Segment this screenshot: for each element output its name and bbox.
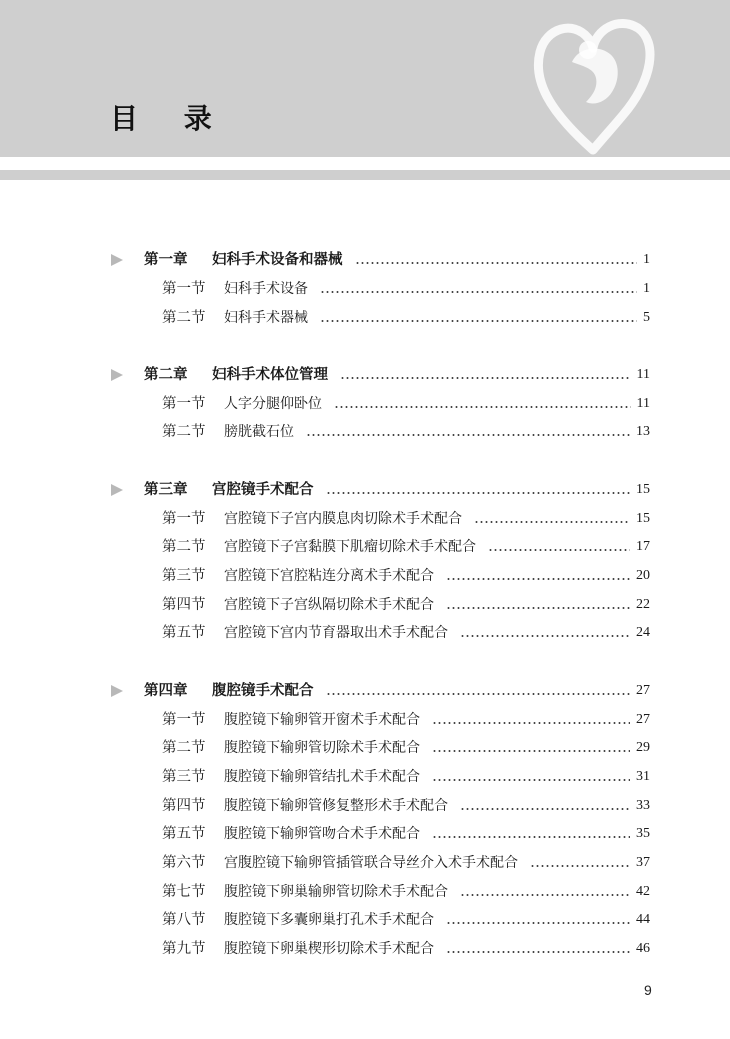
chapter-title: 妇科手术体位管理 — [212, 366, 328, 383]
dot-leader — [446, 937, 630, 961]
toc-section-row[interactable] — [0, 535, 730, 559]
section-title: 腹腔镜下多囊卵巢打孔术手术配合 — [224, 912, 434, 928]
section-title: 腹腔镜下卵巢输卵管切除术手术配合 — [224, 884, 448, 900]
section-number: 第六节 — [162, 855, 206, 871]
toc-chapter-row[interactable] — [0, 478, 730, 502]
page-ref: 46 — [636, 941, 650, 956]
section-title: 宫腔镜下子宫纵隔切除术手术配合 — [224, 597, 434, 613]
toc-section-row[interactable] — [0, 507, 730, 531]
page-ref: 15 — [636, 482, 650, 497]
page-ref: 11 — [636, 367, 650, 382]
page-ref: 13 — [636, 424, 650, 439]
chapter-arrow-icon — [111, 484, 123, 496]
section-title: 宫腔镜下子宫内膜息肉切除术手术配合 — [224, 511, 462, 527]
section-number: 第四节 — [162, 798, 206, 814]
dot-leader — [488, 535, 630, 559]
page-ref: 17 — [636, 539, 650, 554]
page-ref: 1 — [643, 281, 650, 296]
chapter-arrow-icon — [111, 369, 123, 381]
dot-leader — [446, 908, 630, 932]
section-number: 第一节 — [162, 511, 206, 527]
section-number: 第三节 — [162, 769, 206, 785]
chapter-number: 第三章 — [144, 481, 188, 498]
dot-leader — [446, 564, 630, 588]
section-title: 宫腔镜下宫内节育器取出术手术配合 — [224, 625, 448, 641]
toc-section-row[interactable] — [0, 908, 730, 932]
chapter-number: 第一章 — [144, 251, 188, 268]
dot-leader — [334, 392, 631, 416]
section-title: 妇科手术设备 — [224, 281, 308, 297]
toc-section-row[interactable] — [0, 593, 730, 617]
chapter-arrow-icon — [111, 254, 123, 266]
section-number: 第一节 — [162, 712, 206, 728]
toc-section-row[interactable] — [0, 937, 730, 961]
section-title: 腹腔镜下输卵管结扎术手术配合 — [224, 769, 420, 785]
section-number: 第二节 — [162, 539, 206, 555]
section-number: 第五节 — [162, 625, 206, 641]
dot-leader — [432, 736, 630, 760]
toc-chapter-row[interactable] — [0, 363, 730, 387]
dot-leader — [474, 507, 630, 531]
toc-section-row[interactable] — [0, 420, 730, 444]
page-title: 目 录 — [110, 102, 230, 135]
dot-leader — [320, 277, 637, 301]
page-ref: 33 — [636, 798, 650, 813]
section-title: 腹腔镜下输卵管修复整形术手术配合 — [224, 798, 448, 814]
toc-section-row[interactable] — [0, 708, 730, 732]
page-number: 9 — [644, 982, 652, 998]
section-title: 人字分腿仰卧位 — [224, 396, 322, 412]
page-ref: 24 — [636, 625, 650, 640]
dot-leader — [432, 765, 630, 789]
page-ref: 35 — [636, 826, 650, 841]
toc-section-row[interactable] — [0, 880, 730, 904]
page-ref: 44 — [636, 912, 650, 927]
page-ref: 31 — [636, 769, 650, 784]
page-ref: 37 — [636, 855, 650, 870]
toc-section-row[interactable] — [0, 794, 730, 818]
section-number: 第七节 — [162, 884, 206, 900]
chapter-title: 宫腔镜手术配合 — [212, 481, 314, 498]
chapter-arrow-icon — [111, 685, 123, 697]
section-number: 第一节 — [162, 281, 206, 297]
section-number: 第二节 — [162, 740, 206, 756]
page-ref: 5 — [643, 310, 650, 325]
toc-section-row[interactable] — [0, 306, 730, 330]
section-title: 腹腔镜下输卵管切除术手术配合 — [224, 740, 420, 756]
dot-leader — [355, 248, 637, 272]
chapter-title: 妇科手术设备和器械 — [212, 251, 343, 268]
dot-leader — [460, 880, 630, 904]
page-ref: 20 — [636, 568, 650, 583]
toc-section-row[interactable] — [0, 277, 730, 301]
section-number: 第四节 — [162, 597, 206, 613]
section-title: 腹腔镜下输卵管开窗术手术配合 — [224, 712, 420, 728]
page-ref: 15 — [636, 511, 650, 526]
section-number: 第二节 — [162, 424, 206, 440]
toc-chapter-row[interactable] — [0, 248, 730, 272]
page-ref: 1 — [643, 252, 650, 267]
section-title: 妇科手术器械 — [224, 310, 308, 326]
section-title: 宫腔镜下子宫黏膜下肌瘤切除术手术配合 — [224, 539, 476, 555]
section-title: 腹腔镜下卵巢楔形切除术手术配合 — [224, 941, 434, 957]
toc-section-row[interactable] — [0, 851, 730, 875]
dot-leader — [530, 851, 630, 875]
toc-chapter-row[interactable] — [0, 679, 730, 703]
section-number: 第三节 — [162, 568, 206, 584]
page-ref: 42 — [636, 884, 650, 899]
page-ref: 27 — [636, 712, 650, 727]
toc-section-row[interactable] — [0, 736, 730, 760]
toc-section-row[interactable] — [0, 564, 730, 588]
dot-leader — [460, 794, 630, 818]
toc-section-row[interactable] — [0, 392, 730, 416]
section-number: 第一节 — [162, 396, 206, 412]
dot-leader — [306, 420, 630, 444]
page-ref: 27 — [636, 683, 650, 698]
section-title: 腹腔镜下输卵管吻合术手术配合 — [224, 826, 420, 842]
chapter-number: 第二章 — [144, 366, 188, 383]
section-number: 第九节 — [162, 941, 206, 957]
chapter-number: 第四章 — [144, 682, 188, 699]
dot-leader — [432, 822, 630, 846]
section-title: 宫腔镜下宫腔粘连分离术手术配合 — [224, 568, 434, 584]
dot-leader — [320, 306, 637, 330]
toc-section-row[interactable] — [0, 822, 730, 846]
page-ref: 11 — [636, 396, 650, 411]
dot-leader — [326, 679, 630, 703]
page-ref: 22 — [636, 597, 650, 612]
toc-section-row[interactable] — [0, 621, 730, 645]
dot-leader — [326, 478, 630, 502]
section-number: 第八节 — [162, 912, 206, 928]
dot-leader — [432, 708, 630, 732]
dot-leader — [460, 621, 630, 645]
section-number: 第五节 — [162, 826, 206, 842]
page-ref: 29 — [636, 740, 650, 755]
section-number: 第二节 — [162, 310, 206, 326]
section-title: 宫腹腔镜下输卵管插管联合导丝介入术手术配合 — [224, 855, 518, 871]
chapter-title: 腹腔镜手术配合 — [212, 682, 314, 699]
toc-section-row[interactable] — [0, 765, 730, 789]
dot-leader — [340, 363, 631, 387]
section-title: 膀胱截石位 — [224, 424, 294, 440]
dot-leader — [446, 593, 630, 617]
